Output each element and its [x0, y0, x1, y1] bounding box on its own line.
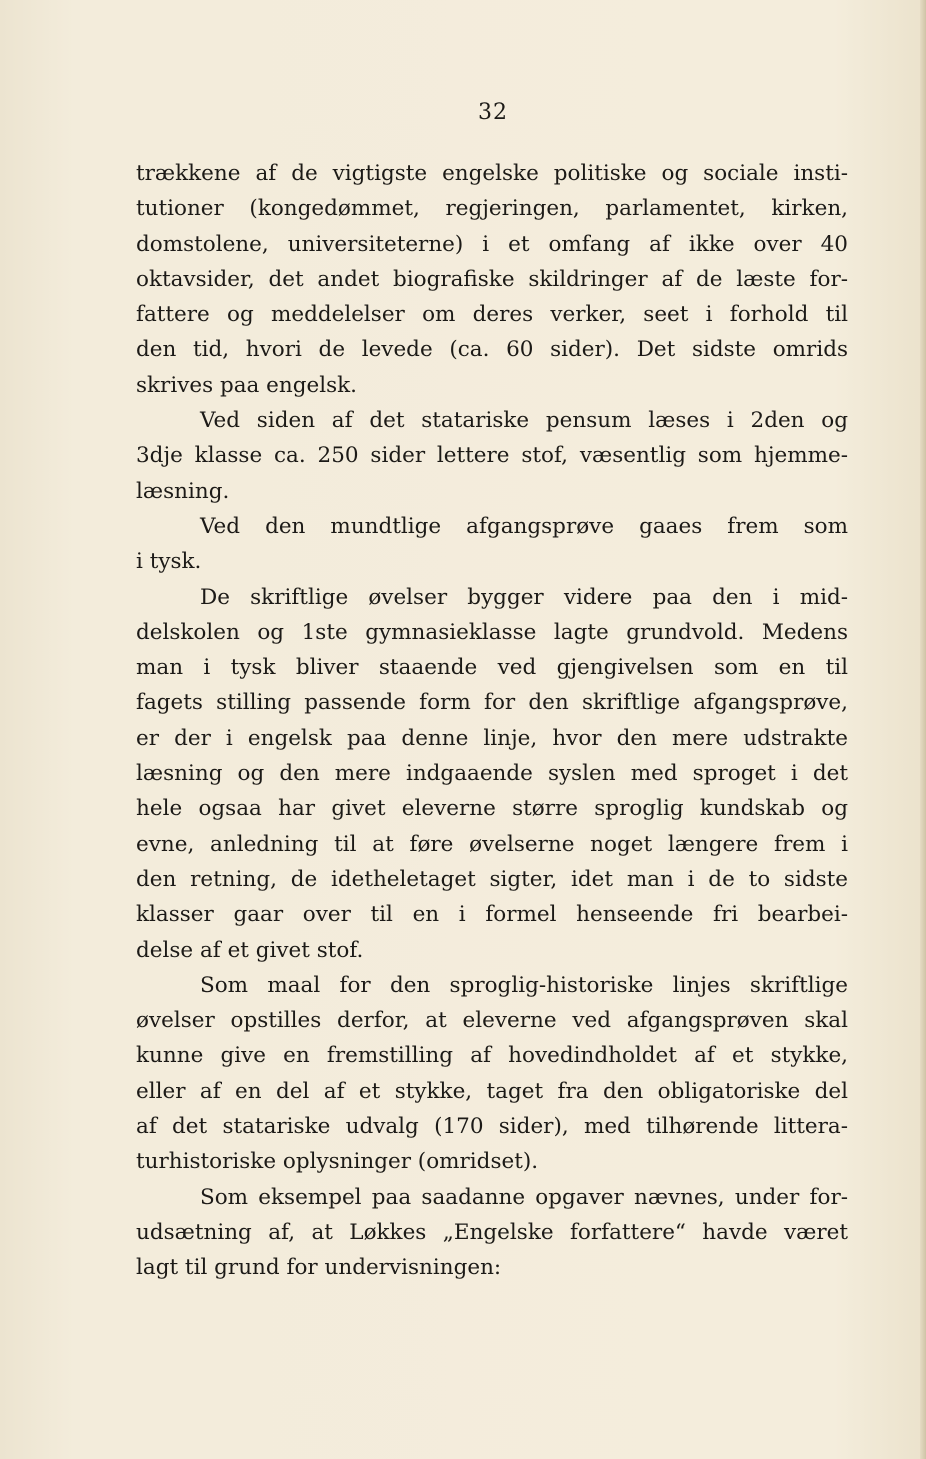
text-line: kunne give en fremstilling af hovedindholdet af et stykke,: [136, 1043, 848, 1069]
text-line: den tid, hvori de levede (ca. 60 sider). Det sidste omrids: [136, 337, 848, 363]
text-line: hele ogsaa har givet eleverne større sproglig kundskab og: [136, 796, 848, 822]
text-line: af det statariske udvalg (170 sider), med tilhørende littera-: [136, 1114, 848, 1140]
text-line: fagets stilling passende form for den skriftlige afgangsprøve,: [136, 690, 848, 716]
text-line: fattere og meddelelser om deres verker, seet i forhold til: [136, 302, 848, 328]
text-line: delskolen og 1ste gymnasieklasse lagte grundvold. Medens: [136, 619, 848, 645]
page-number: 32: [478, 100, 508, 125]
text-line: delse af et givet stof.: [136, 937, 364, 963]
text-line: lagt til grund for undervisningen:: [136, 1255, 502, 1281]
text-line: 3dje klasse ca. 250 sider lettere stof, væsentlig som hjemme-: [136, 443, 848, 469]
page-edge: [920, 0, 926, 1459]
paragraph-start-line: Som eksempel paa saadanne opgaver nævnes, under for-: [200, 1184, 848, 1210]
text-line: oktavsider, det andet biografiske skildringer af de læste for-: [136, 266, 848, 292]
text-line: skrives paa engelsk.: [136, 372, 358, 398]
text-line: udsætning af, at Løkkes „Engelske forfattere“ havde været: [136, 1219, 848, 1245]
paragraph-start-line: Ved siden af det statariske pensum læses i 2den og: [200, 408, 848, 434]
text-line: domstolene, universiteterne) i et omfang af ikke over 40: [136, 231, 848, 257]
text-line: evne, anledning til at føre øvelserne noget længere frem i: [136, 831, 848, 857]
paragraph-start-line: Som maal for den sproglig-historiske linjes skriftlige: [200, 972, 848, 998]
text-line: trækkene af de vigtigste engelske politiske og sociale insti-: [136, 161, 848, 186]
body-text: [136, 156, 848, 1286]
text-line: eller af en del af et stykke, taget fra den obligatoriske del: [136, 1078, 848, 1104]
text-line: øvelser opstilles derfor, at eleverne ved afgangsprøven skal: [136, 1008, 848, 1034]
text-line: man i tysk bliver staaende ved gjengivelsen som en til: [136, 655, 848, 681]
text-line: klasser gaar over til en i formel henseende fri bearbei-: [136, 902, 848, 928]
text-line: læsning.: [136, 478, 230, 504]
text-line: i tysk.: [136, 549, 202, 575]
text-line: den retning, de idetheletaget sigter, idet man i de to sidste: [136, 866, 848, 892]
paragraph-start-line: Ved den mundtlige afgangsprøve gaaes frem som: [200, 513, 848, 539]
text-line: turhistoriske oplysninger (omridset).: [136, 1149, 539, 1175]
text-line: er der i engelsk paa denne linje, hvor den mere udstrakte: [136, 725, 848, 751]
text-line: tutioner (kongedømmet, regjeringen, parlamentet, kirken,: [136, 196, 848, 222]
text-line: læsning og den mere indgaaende syslen med sproget i det: [136, 761, 848, 787]
paragraph-start-line: De skriftlige øvelser bygger videre paa den i mid-: [200, 584, 848, 610]
